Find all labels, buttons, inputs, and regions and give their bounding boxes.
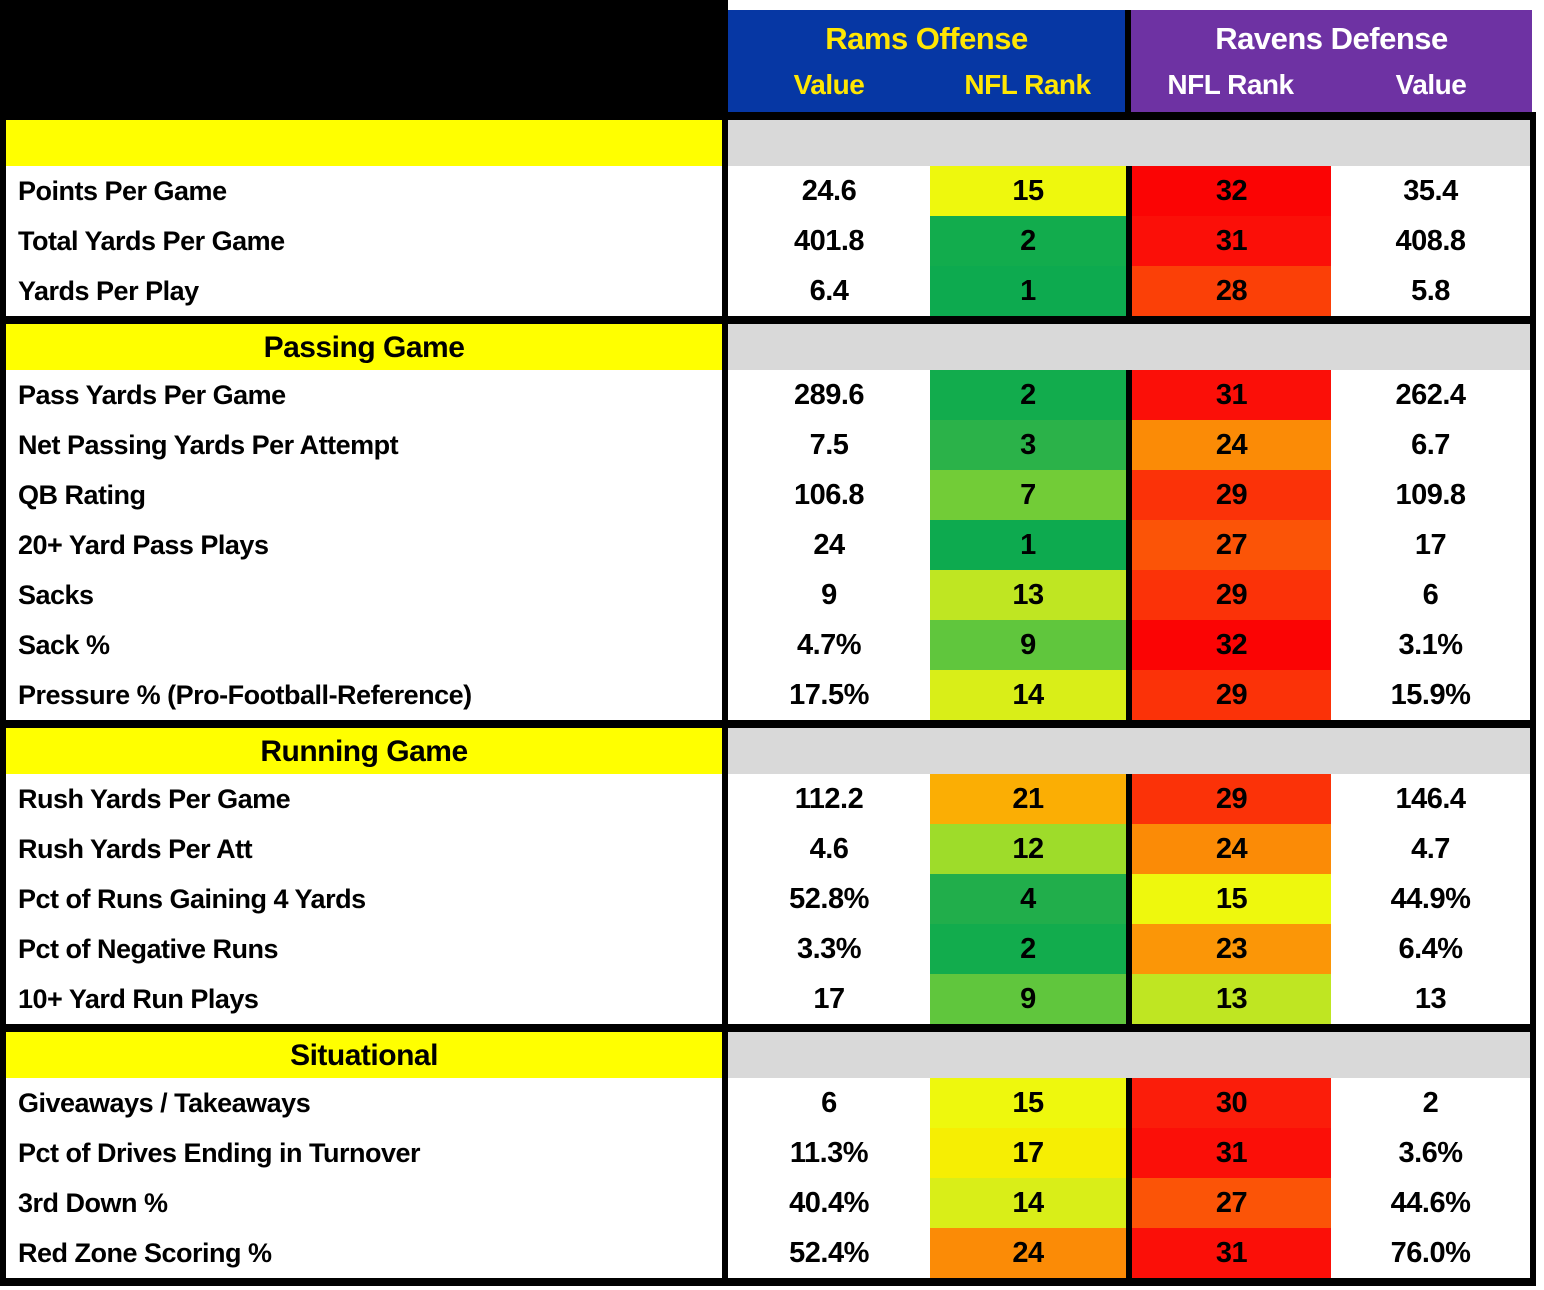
defense-rank-cell: 32 <box>1126 620 1331 670</box>
offense-rank-cell: 13 <box>930 570 1126 620</box>
table-row <box>6 874 1530 924</box>
defense-value-cell: 109.8 <box>1331 470 1530 520</box>
offense-value-cell: 40.4% <box>728 1178 930 1228</box>
offense-title: Rams Offense <box>825 21 1028 56</box>
offense-value-cell: 289.6 <box>728 370 930 420</box>
defense-value-cell: 17 <box>1331 520 1530 570</box>
offense-value-cell: 52.4% <box>728 1228 930 1278</box>
offense-value-cell: 112.2 <box>728 774 930 824</box>
table-row <box>6 670 1530 720</box>
defense-rank-cell: 31 <box>1126 370 1331 420</box>
offense-rank-cell: 1 <box>930 520 1126 570</box>
section-divider <box>6 316 1530 324</box>
table-row <box>6 216 1530 266</box>
defense-title: Ravens Defense <box>1215 21 1448 56</box>
section-header-row <box>6 324 1530 370</box>
offense-value-cell: 3.3% <box>728 924 930 974</box>
defense-rank-cell: 31 <box>1126 1128 1331 1178</box>
stat-label: Pct of Drives Ending in Turnover <box>6 1128 728 1178</box>
offense-rank-cell: 12 <box>930 824 1126 874</box>
table-row <box>6 370 1530 420</box>
table-row <box>6 924 1530 974</box>
offense-rank-cell: 2 <box>930 370 1126 420</box>
offense-value-cell: 17.5% <box>728 670 930 720</box>
stat-label: Pressure % (Pro-Football-Reference) <box>6 670 728 720</box>
section-filler <box>728 324 1530 370</box>
stat-label: Pct of Runs Gaining 4 Yards <box>6 874 728 924</box>
defense-rank-cell: 23 <box>1126 924 1331 974</box>
table-row <box>6 166 1530 216</box>
offense-rank-cell: 24 <box>930 1228 1126 1278</box>
defense-rank-cell: 24 <box>1126 420 1331 470</box>
offense-rank-cell: 17 <box>930 1128 1126 1178</box>
offense-rank-cell: 21 <box>930 774 1126 824</box>
table-row <box>6 266 1530 316</box>
section-title <box>6 120 728 166</box>
offense-rank-cell: 2 <box>930 924 1126 974</box>
table-row <box>6 470 1530 520</box>
defense-value-cell: 44.6% <box>1331 1178 1530 1228</box>
offense-value-cell: 7.5 <box>728 420 930 470</box>
defense-rank-cell: 27 <box>1126 1178 1331 1228</box>
table-row <box>6 1178 1530 1228</box>
table-row <box>6 824 1530 874</box>
defense-rank-cell: 27 <box>1126 520 1331 570</box>
offense-rank-cell: 9 <box>930 974 1126 1024</box>
defense-value-cell: 262.4 <box>1331 370 1530 420</box>
stat-label: 20+ Yard Pass Plays <box>6 520 728 570</box>
offense-rank-cell: 14 <box>930 1178 1126 1228</box>
table-row <box>6 620 1530 670</box>
section-title: Running Game <box>6 728 728 774</box>
offense-rank-cell: 9 <box>930 620 1126 670</box>
section-header-row <box>6 728 1530 774</box>
table-row <box>6 520 1530 570</box>
stat-label: Giveaways / Takeaways <box>6 1078 728 1128</box>
section-title: Situational <box>6 1032 728 1078</box>
offense-rank-cell: 14 <box>930 670 1126 720</box>
section-header-row-blank <box>6 120 1530 166</box>
stat-label: Red Zone Scoring % <box>6 1228 728 1278</box>
stat-label: Yards Per Play <box>6 266 728 316</box>
defense-rank-cell: 29 <box>1126 670 1331 720</box>
table-row <box>6 420 1530 470</box>
offense-rank-cell: 1 <box>930 266 1126 316</box>
offense-value-cell: 17 <box>728 974 930 1024</box>
defense-value-cell: 6 <box>1331 570 1530 620</box>
stat-label: 3rd Down % <box>6 1178 728 1228</box>
defense-rank-cell: 29 <box>1126 570 1331 620</box>
offense-rank-cell: 15 <box>930 1078 1126 1128</box>
offense-value-cell: 6 <box>728 1078 930 1128</box>
defense-value-cell: 13 <box>1331 974 1530 1024</box>
table-row <box>6 570 1530 620</box>
table-row <box>6 974 1530 1024</box>
offense-rank-cell: 4 <box>930 874 1126 924</box>
defense-rank-cell: 13 <box>1126 974 1331 1024</box>
defense-value-cell: 76.0% <box>1331 1228 1530 1278</box>
offense-value-cell: 401.8 <box>728 216 930 266</box>
table-row <box>6 1228 1530 1278</box>
section-divider <box>6 1024 1530 1032</box>
section-title: Passing Game <box>6 324 728 370</box>
table-row <box>6 1128 1530 1178</box>
defense-value-cell: 6.4% <box>1331 924 1530 974</box>
defense-value-cell: 6.7 <box>1331 420 1530 470</box>
defense-rank-cell: 32 <box>1126 166 1331 216</box>
defense-rank-cell: 24 <box>1126 824 1331 874</box>
defense-rank-cell: 29 <box>1126 774 1331 824</box>
defense-value-column-header: Value <box>1395 69 1467 100</box>
stats-table-body <box>0 112 1536 1286</box>
defense-header <box>1131 10 1532 112</box>
stat-label: Sack % <box>6 620 728 670</box>
defense-rank-cell: 31 <box>1126 216 1331 266</box>
stat-label: Rush Yards Per Att <box>6 824 728 874</box>
defense-value-cell: 146.4 <box>1331 774 1530 824</box>
defense-value-cell: 408.8 <box>1331 216 1530 266</box>
stat-label: Total Yards Per Game <box>6 216 728 266</box>
section-divider <box>6 720 1530 728</box>
defense-rank-column-header: NFL Rank <box>1167 69 1294 100</box>
offense-rank-column-header: NFL Rank <box>964 69 1091 100</box>
stat-label: Pass Yards Per Game <box>6 370 728 420</box>
defense-rank-cell: 29 <box>1126 470 1331 520</box>
section-filler <box>728 1032 1530 1078</box>
offense-header <box>728 10 1125 112</box>
stat-label: Rush Yards Per Game <box>6 774 728 824</box>
offense-rank-cell: 2 <box>930 216 1126 266</box>
stat-label: Points Per Game <box>6 166 728 216</box>
offense-value-cell: 9 <box>728 570 930 620</box>
defense-rank-cell: 31 <box>1126 1228 1331 1278</box>
defense-value-cell: 4.7 <box>1331 824 1530 874</box>
defense-value-cell: 2 <box>1331 1078 1530 1128</box>
defense-rank-cell: 28 <box>1126 266 1331 316</box>
table-row <box>6 774 1530 824</box>
defense-value-cell: 3.6% <box>1331 1128 1530 1178</box>
defense-subheaders <box>1131 62 1532 112</box>
offense-rank-cell: 15 <box>930 166 1126 216</box>
defense-value-cell: 15.9% <box>1331 670 1530 720</box>
stat-label: Net Passing Yards Per Attempt <box>6 420 728 470</box>
section-filler <box>728 728 1530 774</box>
defense-value-cell: 44.9% <box>1331 874 1530 924</box>
offense-value-cell: 24.6 <box>728 166 930 216</box>
offense-rank-cell: 3 <box>930 420 1126 470</box>
defense-rank-cell: 15 <box>1126 874 1331 924</box>
offense-value-cell: 4.6 <box>728 824 930 874</box>
table-corner-black <box>0 0 728 120</box>
offense-subheaders <box>728 62 1125 112</box>
offense-value-cell: 6.4 <box>728 266 930 316</box>
section-header-row <box>6 1032 1530 1078</box>
stat-label: Pct of Negative Runs <box>6 924 728 974</box>
offense-value-cell: 11.3% <box>728 1128 930 1178</box>
section-filler <box>728 120 1530 166</box>
offense-value-cell: 52.8% <box>728 874 930 924</box>
stat-label: Sacks <box>6 570 728 620</box>
defense-value-cell: 35.4 <box>1331 166 1530 216</box>
table-row <box>6 1078 1530 1128</box>
stat-label: QB Rating <box>6 470 728 520</box>
defense-value-cell: 5.8 <box>1331 266 1530 316</box>
offense-value-column-header: Value <box>793 69 865 100</box>
stat-label: 10+ Yard Run Plays <box>6 974 728 1024</box>
offense-value-cell: 4.7% <box>728 620 930 670</box>
defense-value-cell: 3.1% <box>1331 620 1530 670</box>
offense-value-cell: 106.8 <box>728 470 930 520</box>
offense-value-cell: 24 <box>728 520 930 570</box>
defense-rank-cell: 30 <box>1126 1078 1331 1128</box>
offense-rank-cell: 7 <box>930 470 1126 520</box>
